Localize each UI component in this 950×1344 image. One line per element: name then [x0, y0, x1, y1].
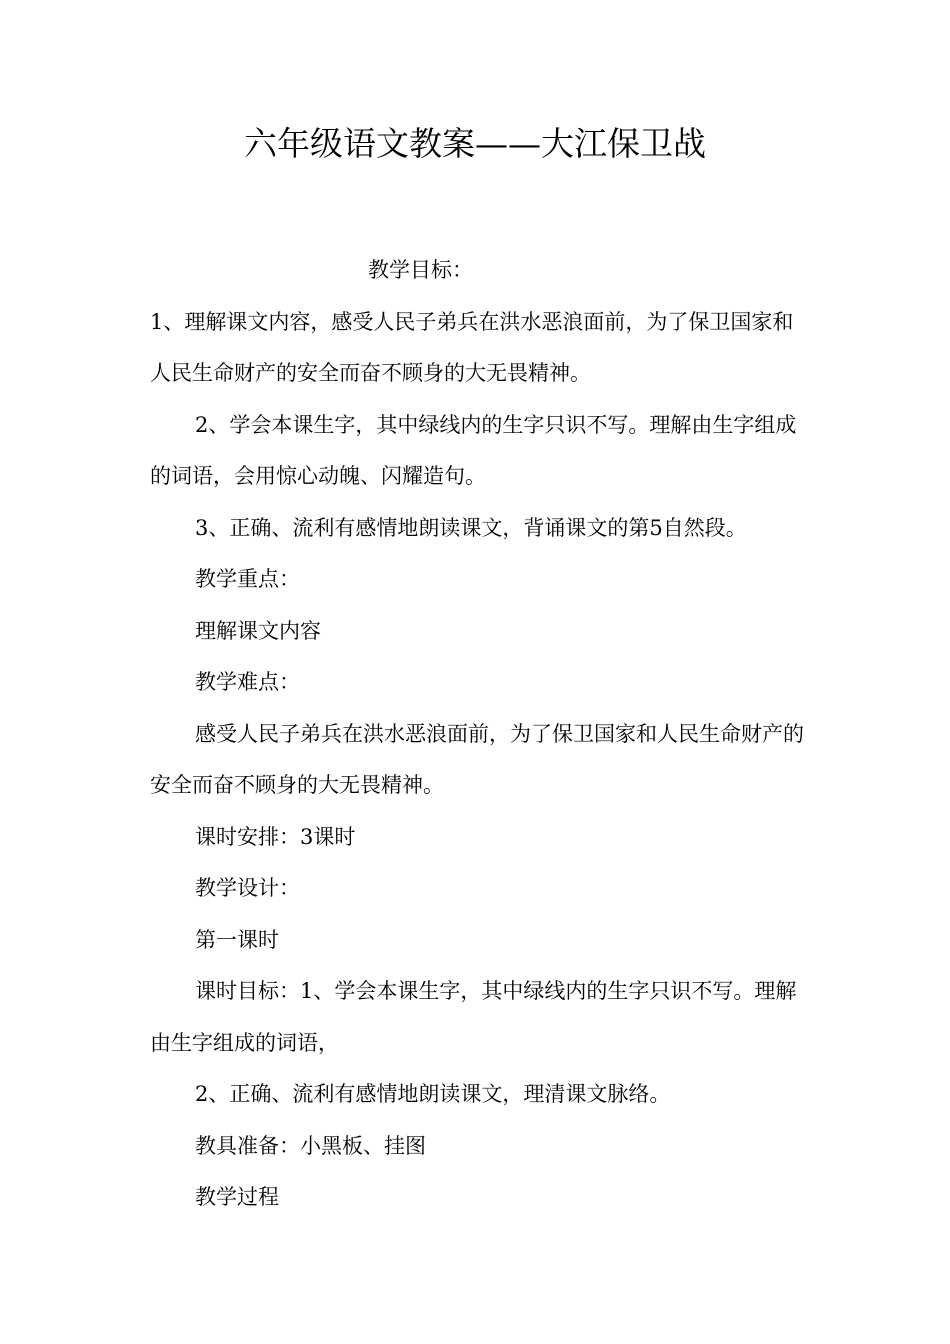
objective-1: 1、理解课文内容，感受人民子弟兵在洪水恶浪面前，为了保卫国家和人民生命财产的安全而奋不顾身的大无畏精神。 [150, 309, 794, 385]
materials-text: 教具准备：小黑板、挂图 [195, 1133, 426, 1158]
lesson-objective-1: 课时目标：1、学会本课生字，其中绿线内的生字只识不写。理解由生字组成的词语， [150, 979, 797, 1055]
heading-design: 教学设计： [195, 876, 300, 900]
document-body [150, 245, 810, 1224]
lesson-objective-2: 2、正确、流利有感情地朗读课文，理清课文脉络。 [195, 1082, 671, 1106]
heading-key-points: 教学重点： [195, 567, 300, 591]
document-title: 六年级语文教案——大江保卫战 [244, 124, 706, 163]
schedule-text: 课时安排：3课时 [195, 824, 356, 849]
heading-teaching-objectives: 教学目标： [368, 258, 473, 282]
objective-2: 2、学会本课生字，其中绿线内的生字只识不写。理解由生字组成的词语，会用惊心动魄、闪耀造句。 [150, 412, 797, 488]
heading-difficulties: 教学难点： [195, 670, 300, 694]
heading-process: 教学过程 [195, 1185, 279, 1209]
lesson-one-heading: 第一课时 [195, 927, 279, 952]
key-points-text: 理解课文内容 [195, 618, 321, 643]
difficulties-text: 感受人民子弟兵在洪水恶浪面前，为了保卫国家和人民生命财产的安全而奋不顾身的大无畏精神。 [150, 721, 804, 797]
objective-3: 3、正确、流利有感情地朗读课文，背诵课文的第5自然段。 [195, 515, 747, 540]
